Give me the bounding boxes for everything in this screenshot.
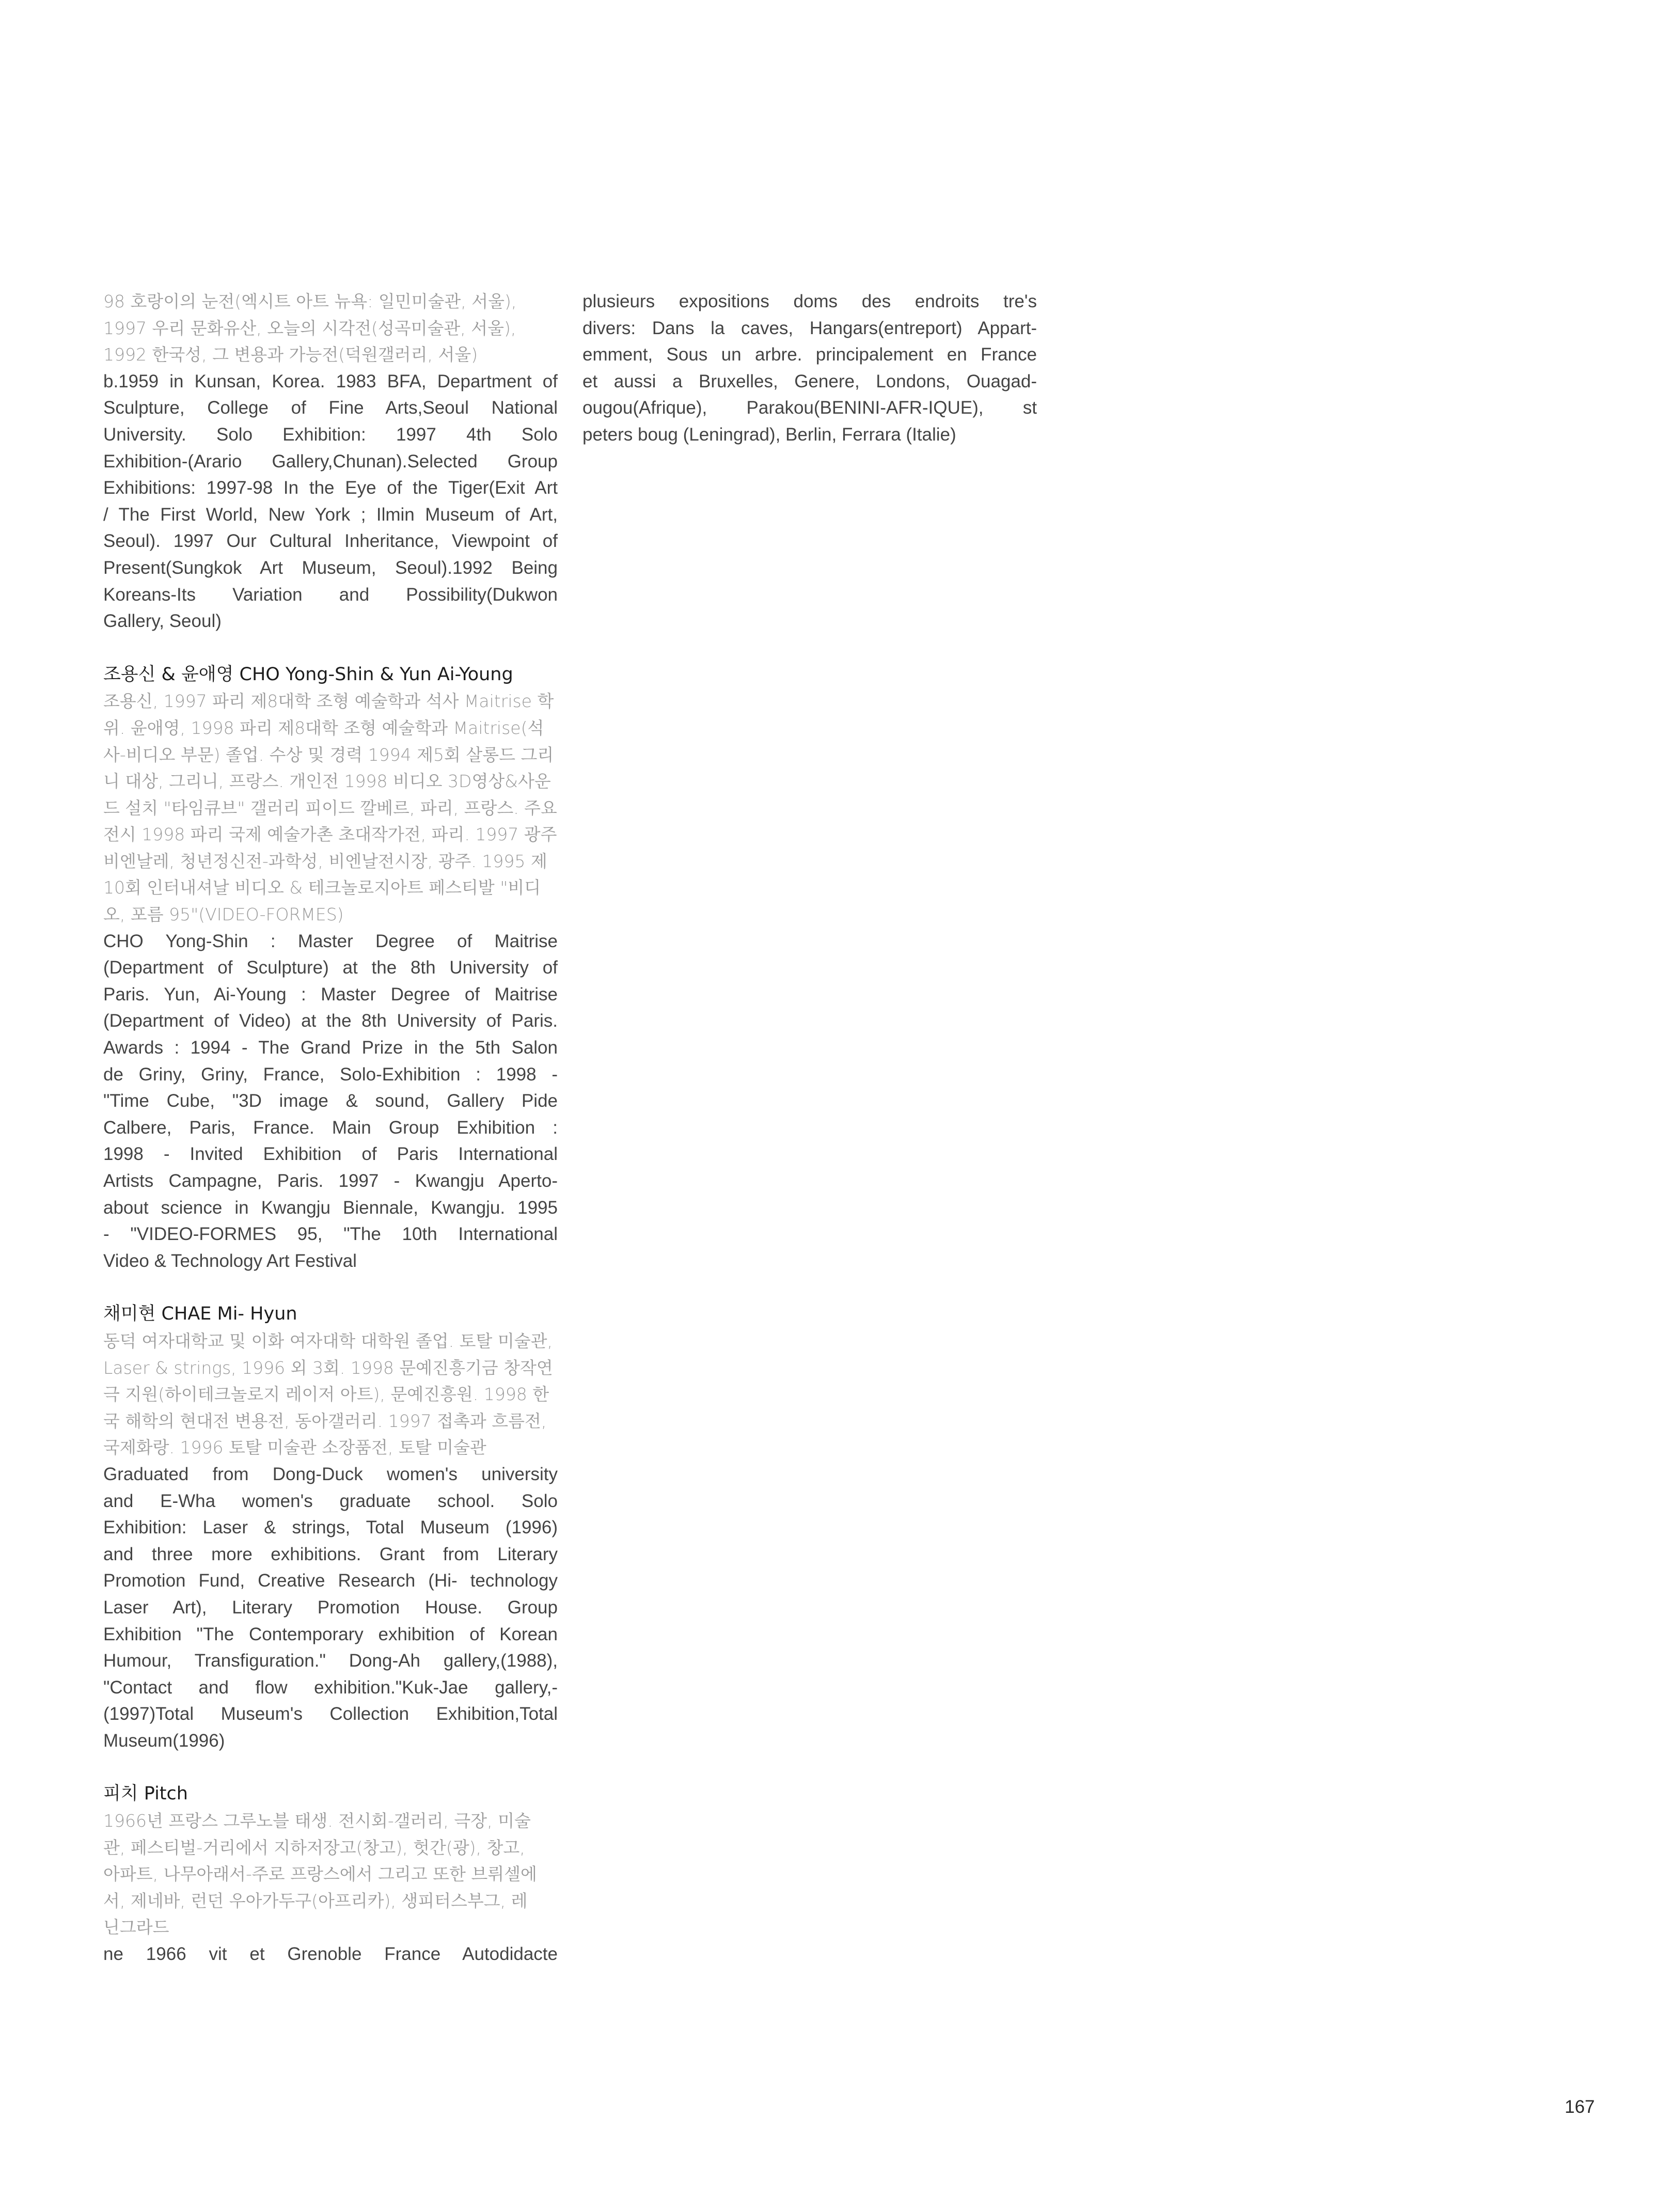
english-bio-line: Video & Technology Art Festival <box>103 1250 357 1271</box>
english-bio-line: Koreans-Its Variation and Possibility(Dukwon <box>103 584 558 605</box>
english-bio-line: divers: Dans la caves, Hangars(entreport) Appart- <box>582 318 1037 338</box>
korean-bio-line: 오, 포름 95"(VIDEO-FORMES) <box>103 904 344 925</box>
korean-bio-line: 국 해학의 현대전 변용전, 동아갤러리. 1997 접촉과 흐름전, <box>103 1410 547 1431</box>
korean-bio-line: 국제화랑. 1996 토탈 미술관 소장품전, 토탈 미술관 <box>103 1437 486 1458</box>
english-bio-line: Seoul). 1997 Our Cultural Inheritance, Viewpoint of <box>103 531 558 552</box>
korean-bio-line: 10회 인터내셔날 비디오 & 테크놀로지아트 페스티발 "비디 <box>103 877 541 898</box>
english-bio-line: 1998 - Invited Exhibition of Paris International <box>103 1144 558 1165</box>
english-bio-line: Graduated from Dong-Duck women's university <box>103 1464 558 1484</box>
korean-bio-line: 조용신, 1997 파리 제8대학 조형 예술학과 석사 Maitrise 학 <box>103 691 554 712</box>
korean-bio-line: 위. 윤애영, 1998 파리 제8대학 조형 예술학과 Maitrise(석 <box>103 717 544 738</box>
right-column <box>582 288 1037 448</box>
english-bio-line: Museum(1996) <box>103 1730 225 1751</box>
english-bio-line: Calbere, Paris, France. Main Group Exhibition : <box>103 1117 558 1138</box>
english-bio-line: Present(Sungkok Art Museum, Seoul).1992 Being <box>103 557 558 578</box>
korean-bio-line: 1966년 프랑스 그루노블 태생. 전시회-갤러리, 극장, 미술 <box>103 1811 531 1831</box>
korean-bio-line: 전시 1998 파리 국제 예술가촌 초대작가전, 파리. 1997 광주 <box>103 824 557 845</box>
korean-bio-line: 닌그라드 <box>103 1917 169 1938</box>
english-bio-line: plusieurs expositions doms des endroits tre's <box>582 291 1037 311</box>
english-bio-line: Gallery, Seoul) <box>103 611 222 632</box>
korean-bio-line: Laser & strings, 1996 외 3회. 1998 문예진흥기금 창작연 <box>103 1357 553 1378</box>
english-bio-line: - "VIDEO-FORMES 95, "The 10th International <box>103 1224 558 1245</box>
english-bio-line: Artists Campagne, Paris. 1997 - Kwangju Aperto- <box>103 1171 558 1191</box>
english-bio-line: and E-Wha women's graduate school. Solo <box>103 1491 558 1511</box>
english-bio-line: Paris. Yun, Ai-Young : Master Degree of Maitrise <box>103 984 558 1005</box>
left-column <box>103 288 558 1968</box>
english-bio-line: "Time Cube, "3D image & sound, Gallery Pide <box>103 1091 558 1111</box>
english-bio-line: "Contact and flow exhibition."Kuk-Jae gallery,- <box>103 1677 558 1698</box>
korean-bio-line: 1997 우리 문화유산, 오늘의 시각전(성곡미술관, 서울), <box>103 318 516 338</box>
english-bio-line: Sculpture, College of Fine Arts,Seoul National <box>103 398 558 418</box>
english-bio-line: (Department of Sculpture) at the 8th University of <box>103 958 558 978</box>
english-bio-line: ougou(Afrique), Parakou(BENINI-AFR-IQUE), st <box>582 398 1037 418</box>
english-bio-line: (Department of Video) at the 8th University of Paris. <box>103 1011 558 1031</box>
english-bio-line: Awards : 1994 - The Grand Prize in the 5th Salon <box>103 1038 558 1058</box>
english-bio-line: ne 1966 vit et Grenoble France Autodidacte <box>103 1944 558 1965</box>
english-bio-line: Exhibition "The Contemporary exhibition of Korean <box>103 1624 558 1644</box>
english-bio-line: University. Solo Exhibition: 1997 4th Solo <box>103 424 558 445</box>
korean-bio-line: 아파트, 나무아래서-주로 프랑스에서 그리고 또한 브뤼셀에 <box>103 1864 537 1885</box>
artist-entry <box>103 288 558 635</box>
korean-bio-line: 드 설치 "타임큐브" 갤러리 피이드 깔베르, 파리, 프랑스. 주요 <box>103 797 557 818</box>
english-bio-line: Promotion Fund, Creative Research (Hi- technology <box>103 1571 558 1591</box>
korean-bio-line: 사-비디오 부문) 졸업. 수상 및 경력 1994 제5회 살롱드 그리 <box>103 744 554 765</box>
english-bio-line: about science in Kwangju Biennale, Kwangju. 1995 <box>103 1197 558 1218</box>
artist-entry <box>103 662 558 1275</box>
artist-entry <box>103 1301 558 1754</box>
english-bio-line: de Griny, Griny, France, Solo-Exhibition : 1998 - <box>103 1064 558 1085</box>
english-bio-line: b.1959 in Kunsan, Korea. 1983 BFA, Department of <box>103 371 558 391</box>
korean-bio-line: 서, 제네바, 런던 우아가두구(아프리카), 생피터스부그, 레 <box>103 1890 528 1911</box>
english-bio-line: peters boug (Leningrad), Berlin, Ferrara (Italie) <box>582 424 956 445</box>
artist-entry <box>103 1781 558 1967</box>
artist-heading: 채미현 CHAE Mi- Hyun <box>103 1304 297 1325</box>
artist-heading: 피치 Pitch <box>103 1783 188 1805</box>
english-bio-line: Exhibition: Laser & strings, Total Museum (1996) <box>103 1517 558 1538</box>
english-bio-line: and three more exhibitions. Grant from Literary <box>103 1544 558 1564</box>
korean-bio-line: 1992 한국성, 그 변용과 가능전(덕원갤러리, 서울) <box>103 344 478 365</box>
korean-bio-line: 98 호랑이의 눈전(엑시트 아트 뉴욕: 일민미술관, 서울), <box>103 291 517 311</box>
english-bio-line: Laser Art), Literary Promotion House. Group <box>103 1597 558 1618</box>
page-number: 167 <box>1565 2097 1595 2117</box>
korean-bio-line: 관, 페스티벌-거리에서 지하저장고(창고), 헛간(광), 창고, <box>103 1837 525 1858</box>
korean-bio-line: 비엔날레, 청년정신전-과학성, 비엔날전시장, 광주. 1995 제 <box>103 851 547 871</box>
english-bio-line: (1997)Total Museum's Collection Exhibition,Total <box>103 1704 558 1724</box>
korean-bio-line: 니 대상, 그리니, 프랑스. 개인전 1998 비디오 3D영상&사운 <box>103 771 551 792</box>
artist-heading: 조용신 & 윤애영 CHO Yong-Shin & Yun Ai-Young <box>103 664 513 685</box>
english-bio-line: CHO Yong-Shin : Master Degree of Maitrise <box>103 931 558 951</box>
korean-bio-line: 극 지원(하이테크놀로지 레이저 아트), 문예진흥원. 1998 한 <box>103 1384 549 1405</box>
english-bio-line: emment, Sous un arbre. principalement en France <box>582 344 1037 365</box>
korean-bio-line: 동덕 여자대학교 및 이화 여자대학 대학원 졸업. 토탈 미술관, <box>103 1330 553 1351</box>
english-bio-line: / The First World, New York ; Ilmin Museum of Art, <box>103 504 558 525</box>
english-bio-line: et aussi a Bruxelles, Genere, Londons, Ouagad- <box>582 371 1037 391</box>
english-bio-line: Exhibitions: 1997-98 In the Eye of the Tiger(Exit Art <box>103 478 558 498</box>
english-bio-line: Exhibition-(Arario Gallery,Chunan).Selected Group <box>103 451 558 472</box>
english-bio-line: Humour, Transfiguration." Dong-Ah gallery,(1988), <box>103 1651 558 1671</box>
